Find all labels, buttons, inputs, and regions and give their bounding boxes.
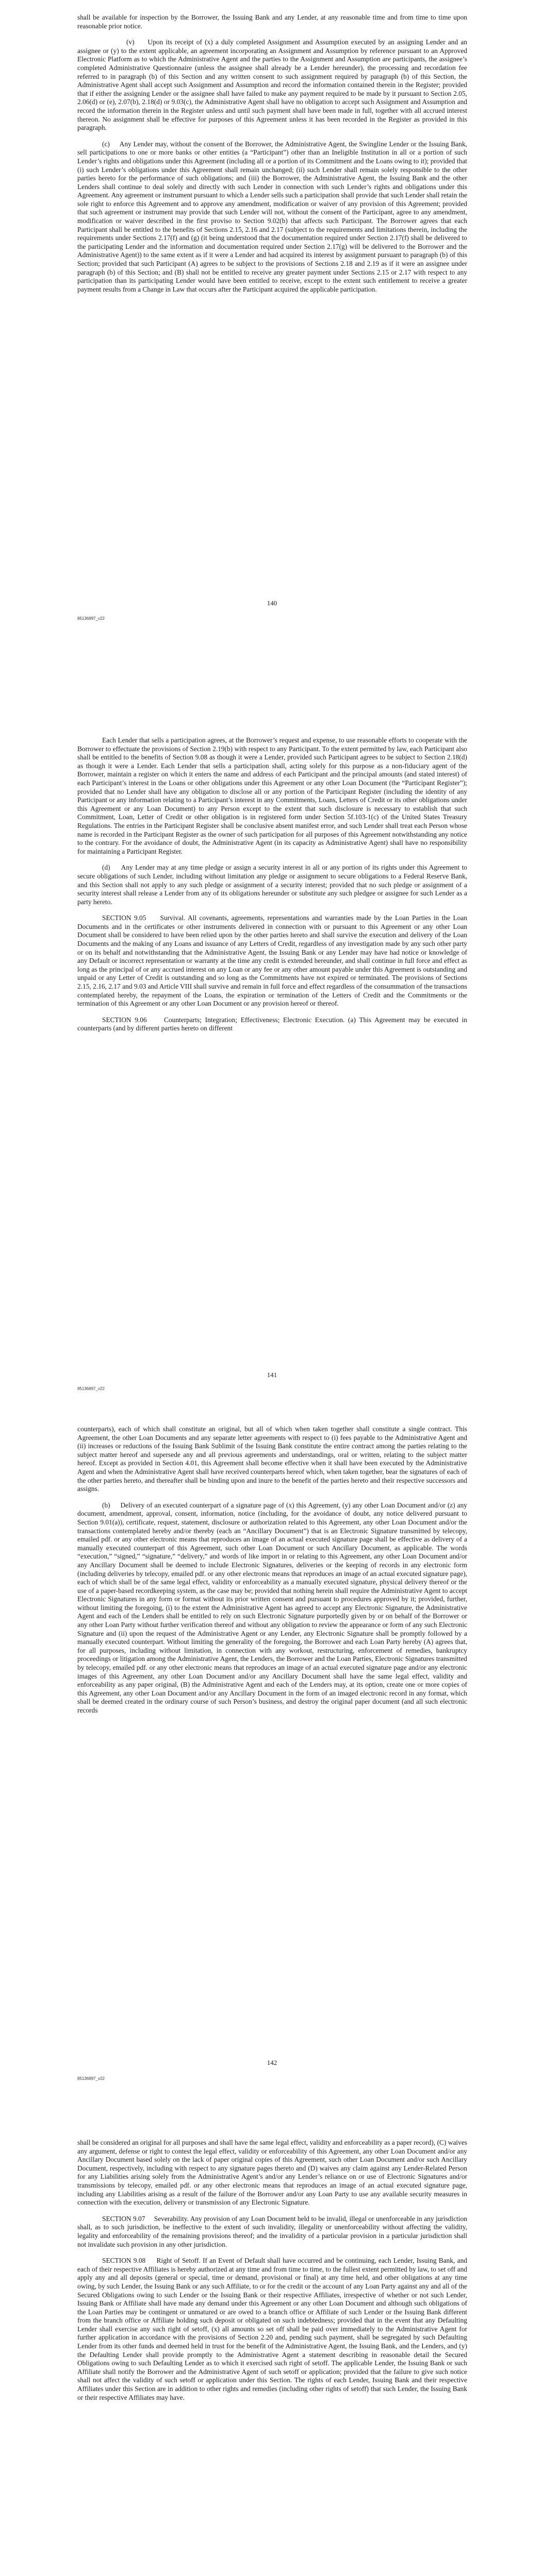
paragraph: (c) Any Lender may, without the consent of the Borrower, the Administrative Agent, the Swingline Lender or the Issuing Bank, sell participations to one or more banks or other entities (a “Participant”) other than an Ineligible Institution in all or a portion of such Lender’s rights and obligations under this Agreement (including all or a portion of its Commitment and the Loans owing to it); provided that (i) such Lender’s obligations under this Agreement shall remain unchanged; (ii) such Lender shall remain solely responsible to the other parties hereto for the performance of such obligations; and (iii) the Borrower, the Administrative Agent, the Issuing Bank and the other Lenders shall continue to deal solely and directly with such Lender in connection with such Lender’s rights and obligations under this Agreement. Any agreement or instrument pursuant to which a Lender sells such a participation shall provide that such Lender shall retain the sole right to enforce this Agreement and to approve any amendment, modification or waiver of any provision of this Agreement; provided that such agreement or instrument may provide that such Lender will not, without the consent of the Participant, agree to any amendment, modification or waiver described in the first proviso to Section 9.02(b) that affects such Participant. The Borrower agrees that each Participant shall be entitled to the benefits of Sections 2.15, 2.16 and 2.17 (subject to the requirements and limitations therein, including the requirements under Sections 2.17(f) and (g) (it being understood that the documentation required under Section 2.17(f) shall be delivered to the participating Lender and the information and documentation required under Section 2.17(g) will be delivered to the Borrower and the Administrative Agent)) to the same extent as if it were a Lender and had acquired its interest by assignment pursuant to paragraph (b) of this Section; provided that such Participant (A) agrees to be subject to the provisions of Sections 2.18 and 2.19 as if it were an assignee under paragraph (b) of this Section; and (B) shall not be entitled to receive any greater payment under Sections 2.15 or 2.17 with respect to any participation than its participating Lender would have been entitled to receive, except to the extent such entitlement to receive a greater payment results from a Change in Law that occurs after the Participant acquired the applicable participation.	[77, 140, 467, 293]
section-paragraph: SECTION 9.06 Counterparts; Integration; Effectiveness; Electronic Execution. (a) This Agreement may be executed in counterparts (and by different parties hereto on different	[77, 1015, 467, 1032]
page-body	[77, 13, 467, 301]
page-body	[77, 736, 467, 1041]
paragraph: shall be available for inspection by the Borrower, the Issuing Bank and any Lender, at any reasonable time and from time to time upon reasonable prior notice.	[77, 13, 467, 30]
document-page-4	[0, 2110, 544, 2576]
paragraph: (b) Delivery of an executed counterpart of a signature page of (x) this Agreement, (y) any other Loan Document and/or (z) any document, amendment, approval, consent, information, notice (including, for the avoidance of doubt, any notice delivered pursuant to Section 9.01(a)), certificate, request, statement, disclosure or authorization related to this Agreement, any other Loan Document and/or the transactions contemplated hereby and/or thereby (each an “Ancillary Document”) that is an Electronic Signature transmitted by telecopy, emailed pdf. or any other electronic means that reproduces an image of an actual executed signature page shall be effective as delivery of a manually executed counterpart of this Agreement, such other Loan Document or such Ancillary Document, as applicable. The words “execution,” “signed,” “signature,” “delivery,” and words of like import in or relating to this Agreement, any other Loan Document and/or any Ancillary Document shall be deemed to include Electronic Signatures, deliveries or the keeping of records in any electronic form (including deliveries by telecopy, emailed pdf. or any other electronic means that reproduces an image of an actual executed signature page), each of which shall be of the same legal effect, validity or enforceability as a manually executed signature, physical delivery thereof or the use of a paper-based recordkeeping system, as the case may be; provided that nothing herein shall require the Administrative Agent to accept Electronic Signatures in any form or format without its prior written consent and pursuant to procedures approved by it; provided, further, without limiting the foregoing, (i) to the extent the Administrative Agent has agreed to accept any Electronic Signature, the Administrative Agent and each of the Lenders shall be entitled to rely on such Electronic Signature purportedly given by or on behalf of the Borrower or any other Loan Party without further verification thereof and without any obligation to review the appearance or form of any such Electronic Signature and (ii) upon the request of the Administrative Agent or any Lender, any Electronic Signature shall be promptly followed by a manually executed counterpart. Without limiting the generality of the foregoing, the Borrower and each Loan Party hereby (A) agrees that, for all purposes, including without limitation, in connection with any workout, restructuring, enforcement of remedies, bankruptcy proceedings or litigation among the Administrative Agent, the Lenders, the Borrower and the Loan Parties, Electronic Signatures transmitted by telecopy, emailed pdf. or any other electronic means that reproduces an image of an actual executed signature page and/or any electronic images of this Agreement, any other Loan Document and/or any Ancillary Document shall have the same legal effect, validity and enforceability as any paper original, (B) the Administrative Agent and each of the Lenders may, at its option, create one or more copies of this Agreement, any other Loan Document and/or any Ancillary Document in the form of an imaged electronic record in any format, which shall be deemed created in the ordinary course of such Person’s business, and destroy the original paper document (and all such electronic records	[77, 1501, 467, 1714]
page-number: 140	[267, 599, 277, 607]
paragraph: shall be considered an original for all purposes and shall have the same legal effect, validity and enforceability as a paper record), (C) waives any argument, defense or right to contest the legal effect, validity or enforceability of this Agreement, any other Loan Document and/or any Ancillary Document based solely on the lack of paper original copies of this Agreement, such other Loan Document and/or such Ancillary Document, respectively, including with respect to any signature pages thereto and (D) waives any claim against any Lender-Related Person for any Liabilities arising solely from the Administrative Agent’s and/or any Lender’s reliance on or use of Electronic Signatures and/or transmissions by telecopy, emailed pdf. or any other electronic means that reproduces an image of an actual executed signature page, including any Liabilities arising as a result of the failure of the Borrower and/or any Loan Party to use any available security measures in connection with the execution, delivery or transmission of any Electronic Signature.	[77, 2139, 467, 2207]
document-id: 85136897_v22	[77, 616, 105, 621]
paragraph: Each Lender that sells a participation agrees, at the Borrower’s request and expense, to use reasonable efforts to cooperate with the Borrower to effectuate the provisions of Section 2.19(b) with respect to any Participant. To the extent permitted by law, each Participant also shall be entitled to the benefits of Section 9.08 as though it were a Lender, provided such Participant agrees to be subject to Section 2.18(d) as though it were a Lender. Each Lender that sells a participation shall, acting solely for this purpose as a non-fiduciary agent of the Borrower, maintain a register on which it enters the name and address of each Participant and the principal amounts (and stated interest) of each Participant’s interest in the Loans or other obligations under this Agreement or any other Loan Document (the “Participant Register”); provided that no Lender shall have any obligation to disclose all or any portion of the Participant Register (including the identity of any Participant or any information relating to a Participant’s interest in any Commitments, Loans, Letters of Credit or its other obligations under this Agreement or any Loan Document) to any Person except to the extent that such disclosure is necessary to establish that such Commitment, Loan, Letter of Credit or other obligation is in registered form under Section 5f.103-1(c) of the United States Treasury Regulations. The entries in the Participant Register shall be conclusive absent manifest error, and such Lender shall treat each Person whose name is recorded in the Participant Register as the owner of such participation for all purposes of this Agreement notwithstanding any notice to the contrary. For the avoidance of doubt, the Administrative Agent (in its capacity as Administrative Agent) shall have no responsibility for maintaining a Participant Register.	[77, 736, 467, 855]
document-page-1	[0, 0, 544, 703]
document-id: 85136897_v22	[77, 2076, 105, 2081]
paragraph: counterparts), each of which shall constitute an original, but all of which when taken together shall constitute a single contract. This Agreement, the other Loan Documents and any separate letter agreements with respect to (i) fees payable to the Administrative Agent and (ii) increases or reductions of the Issuing Bank Sublimit of the Issuing Bank constitute the entire contract among the parties relating to the subject matter hereof and supersede any and all previous agreements and understandings, oral or written, relating to the subject matter hereof. Except as provided in Section 4.01, this Agreement shall become effective when it shall have been executed by the Administrative Agent and when the Administrative Agent shall have received counterparts hereof which, when taken together, bear the signatures of each of the other parties hereto, and thereafter shall be binding upon and inure to the benefit of the parties hereto and their respective successors and assigns.	[77, 1425, 467, 1493]
page-number: 142	[267, 2059, 277, 2066]
page-body	[77, 1425, 467, 1723]
section-paragraph: SECTION 9.07 Severability. Any provision of any Loan Document held to be invalid, illegal or unenforceable in any jurisdiction shall, as to such jurisdiction, be ineffective to the extent of such invalidity, illegality or unenforceability without affecting the validity, legality and enforceability of the remaining provisions thereof; and the invalidity of a particular provision in a particular jurisdiction shall not invalidate such provision in any other jurisdiction.	[77, 2214, 467, 2248]
paragraph: (d) Any Lender may at any time pledge or assign a security interest in all or any portion of its rights under this Agreement to secure obligations of such Lender, including without limitation any pledge or assignment to secure obligations to a Federal Reserve Bank, and this Section shall not apply to any such pledge or assignment of a security interest; provided that no such pledge or assignment of a security interest shall release a Lender from any of its obligations hereunder or substitute any such pledgee or assignee for such Lender as a party hereto.	[77, 863, 467, 906]
document-id: 85136897_v22	[77, 1386, 105, 1391]
page-number: 141	[267, 1371, 277, 1379]
document-page-3	[0, 1406, 544, 2110]
section-paragraph: SECTION 9.05 Survival. All covenants, agreements, representations and warranties made by the Loan Parties in the Loan Documents and in the certificates or other instruments delivered in connection with or pursuant to this Agreement or any other Loan Document shall be considered to have been relied upon by the other parties hereto and shall survive the execution and delivery of the Loan Documents and the making of any Loans and issuance of any Letters of Credit, regardless of any investigation made by any such other party or on its behalf and notwithstanding that the Administrative Agent, the Issuing Bank or any Lender may have had notice or knowledge of any Default or incorrect representation or warranty at the time any credit is extended hereunder, and shall continue in full force and effect as long as the principal of or any accrued interest on any Loan or any fee or any other amount payable under this Agreement is outstanding and unpaid or any Letter of Credit is outstanding and so long as the Commitments have not expired or terminated. The provisions of Sections 2.15, 2.16, 2.17 and 9.03 and Article VIII shall survive and remain in full force and effect regardless of the consummation of the transactions contemplated hereby, the repayment of the Loans, the expiration or termination of the Letters of Credit and the Commitments or the termination of this Agreement or any other Loan Document or any provision hereof or thereof.	[77, 914, 467, 1008]
section-paragraph: SECTION 9.08 Right of Setoff. If an Event of Default shall have occurred and be continuing, each Lender, Issuing Bank, and each of their respective Affiliates is hereby authorized at any time and from time to time, to the fullest extent permitted by law, to set off and apply any and all deposits (general or special, time or demand, provisional or final) at any time held, and other obligations at any time owing, by such Lender, the Issuing Bank or any such Affiliate, to or for the credit or the account of any Loan Party against any and all of the Secured Obligations owing to such Lender or the Issuing Bank or their respective Affiliates, irrespective of whether or not such Lender, Issuing Bank or Affiliate shall have made any demand under this Agreement or any other Loan Document and although such obligations of the Loan Parties may be contingent or unmatured or are owed to a branch office or Affiliate of such Lender or the Issuing Bank different from the branch office or Affiliate holding such deposit or obligated on such indebtedness; provided that in the event that any Defaulting Lender shall exercise any such right of setoff, (x) all amounts so set off shall be paid over immediately to the Administrative Agent for further application in accordance with the provisions of Section 2.20 and, pending such payment, shall be segregated by such Defaulting Lender from its other funds and deemed held in trust for the benefit of the Administrative Agent, the Issuing Bank, and the Lenders, and (y) the Defaulting Lender shall provide promptly to the Administrative Agent a statement describing in reasonable detail the Secured Obligations owing to such Defaulting Lender as to which it exercised such right of setoff. The applicable Lender, the Issuing Bank or such Affiliate shall notify the Borrower and the Administrative Agent of such setoff or application; provided that the failure to give such notice shall not affect the validity of such setoff or application under this Section. The rights of each Lender, Issuing Bank and their respective Affiliates under this Section are in addition to other rights and remedies (including other rights of setoff) that such Lender, the Issuing Bank or their respective Affiliates may have.	[77, 2257, 467, 2401]
page-body	[77, 2139, 467, 2410]
paragraph: (v) Upon its receipt of (x) a duly completed Assignment and Assumption executed by an assigning Lender and an assignee or (y) to the extent applicable, an agreement incorporating an Assignment and Assumption by reference pursuant to an Approved Electronic Platform as to which the Administrative Agent and the parties to the Assignment and Assumption are participants, the assignee’s completed Administrative Questionnaire (unless the assignee shall already be a Lender hereunder), the processing and recordation fee referred to in paragraph (b) of this Section and any written consent to such assignment required by paragraph (b) of this Section, the Administrative Agent shall accept such Assignment and Assumption and record the information contained therein in the Register; provided that if either the assigning Lender or the assignee shall have failed to make any payment required to be made by it pursuant to Section 2.05, 2.06(d) or (e), 2.07(b), 2.18(d) or 9.03(c), the Administrative Agent shall have no obligation to accept such Assignment and Assumption and record the information therein in the Register unless and until such payment shall have been made in full, together with all accrued interest thereon. No assignment shall be effective for purposes of this Agreement unless it has been recorded in the Register as provided in this paragraph.	[77, 38, 467, 132]
document-page-2	[0, 703, 544, 1406]
